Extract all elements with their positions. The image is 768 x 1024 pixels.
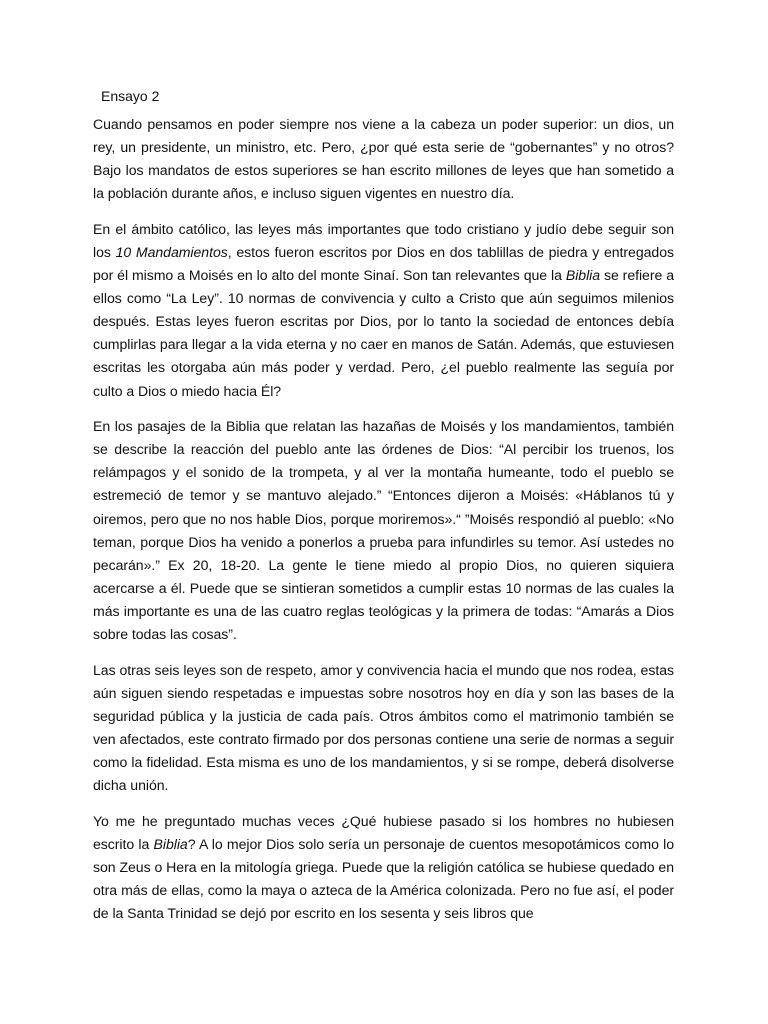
paragraph	[93, 113, 674, 205]
paragraph-text: , estos fueron escritos por Dios en dos tablillas de piedra y entregados por él mismo a Moisés en lo alto del monte Sinaí. Son tan relevantes que la	[93, 243, 674, 284]
paragraph-text: Yo me he preguntado muchas veces ¿Qué hubiese pasado si los hombres no hubiesen escrito la	[93, 812, 674, 852]
italic-text: Biblia	[565, 267, 601, 284]
paragraph-text: En el ámbito católico, las leyes más importantes que todo cristiano y judío debe seguir son los	[93, 220, 674, 260]
paragraph-text: En los pasajes de la Biblia que relatan las hazañas de Moisés y los mandamientos, también se describe la reacción del pueblo ante las órdenes de Dios: “Al percibir los truenos, los relámpagos y el sonido de la trompeta, y al ver la montaña humeante, todo el pueblo se estremeció de temor y se mantuvo alejado.” “Entonces dijeron a Moisés: «Háblanos tú y oiremos, pero que no nos hable Dios, porque moriremos».“ ”Moisés respondió al pueblo: «No teman, porque Dios ha venido a ponerlos a prueba para infundirles su temor. Así ustedes no pecarán».” Ex 20, 18-20. La gente le tiene miedo al propio Dios, no quieren siquiera acercarse a él. Puede que se sintieran sometidos a cumplir estas 10 normas de las cuales la más importante es una de las cuatro reglas teológicas y la primera de todas: “Amarás a Dios sobre todas las cosas”.	[93, 418, 674, 642]
paragraph	[93, 659, 674, 798]
document-page	[93, 86, 674, 938]
document-body	[93, 113, 674, 925]
paragraph	[93, 810, 674, 925]
paragraph	[93, 218, 674, 403]
paragraph-text: ? A lo mejor Dios solo sería un personaje de cuentos mesopotámicos como lo son Zeus o Hera en la mitología griega. Puede que la religión católica se hubiese quedado en otra más de ellas, como la maya o azteca de la América colonizada. Pero no fue así, el poder de la Santa Trinidad se dejó por escrito en los sesenta y seis libros que	[93, 835, 674, 921]
italic-text: Biblia	[153, 835, 188, 852]
paragraph-text: se refiere a ellos como “La Ley”. 10 normas de convivencia y culto a Cristo que aún seguimos milenios después. Estas leyes fueron escritas por Dios, por lo tanto la sociedad de entonces debía cumplirlas para llegar a la vida eterna y no caer en manos de Satán. Además, que estuviesen escritas les otorgaba aún más poder y verdad. Pero, ¿el pueblo realmente las seguía por culto a Dios o miedo hacia Él?	[93, 267, 674, 399]
italic-text: 10 Mandamientos	[115, 243, 228, 260]
paragraph-text: Las otras seis leyes son de respeto, amor y convivencia hacia el mundo que nos rodea, estas aún siguen siendo respetadas e impuestas sobre nosotros hoy en día y son las bases de la seguridad pública y la justicia de cada país. Otros ámbitos como el matrimonio también se ven afectados, este contrato firmado por dos personas contiene una serie de normas a seguir como la fidelidad. Esta misma es uno de los mandamientos, y si se rompe, deberá disolverse dicha unión.	[93, 661, 674, 794]
document-title: Ensayo 2	[101, 88, 160, 104]
paragraph	[93, 415, 674, 646]
paragraph-text: Cuando pensamos en poder siempre nos viene a la cabeza un poder superior: un dios, un rey, un presidente, un ministro, etc. Pero, ¿por qué esta serie de “gobernantes” y no otros? Bajo los mandatos de estos superiores se han escrito millones de leyes que han sometido a la población durante años, e incluso siguen vigentes en nuestro día.	[93, 116, 674, 202]
